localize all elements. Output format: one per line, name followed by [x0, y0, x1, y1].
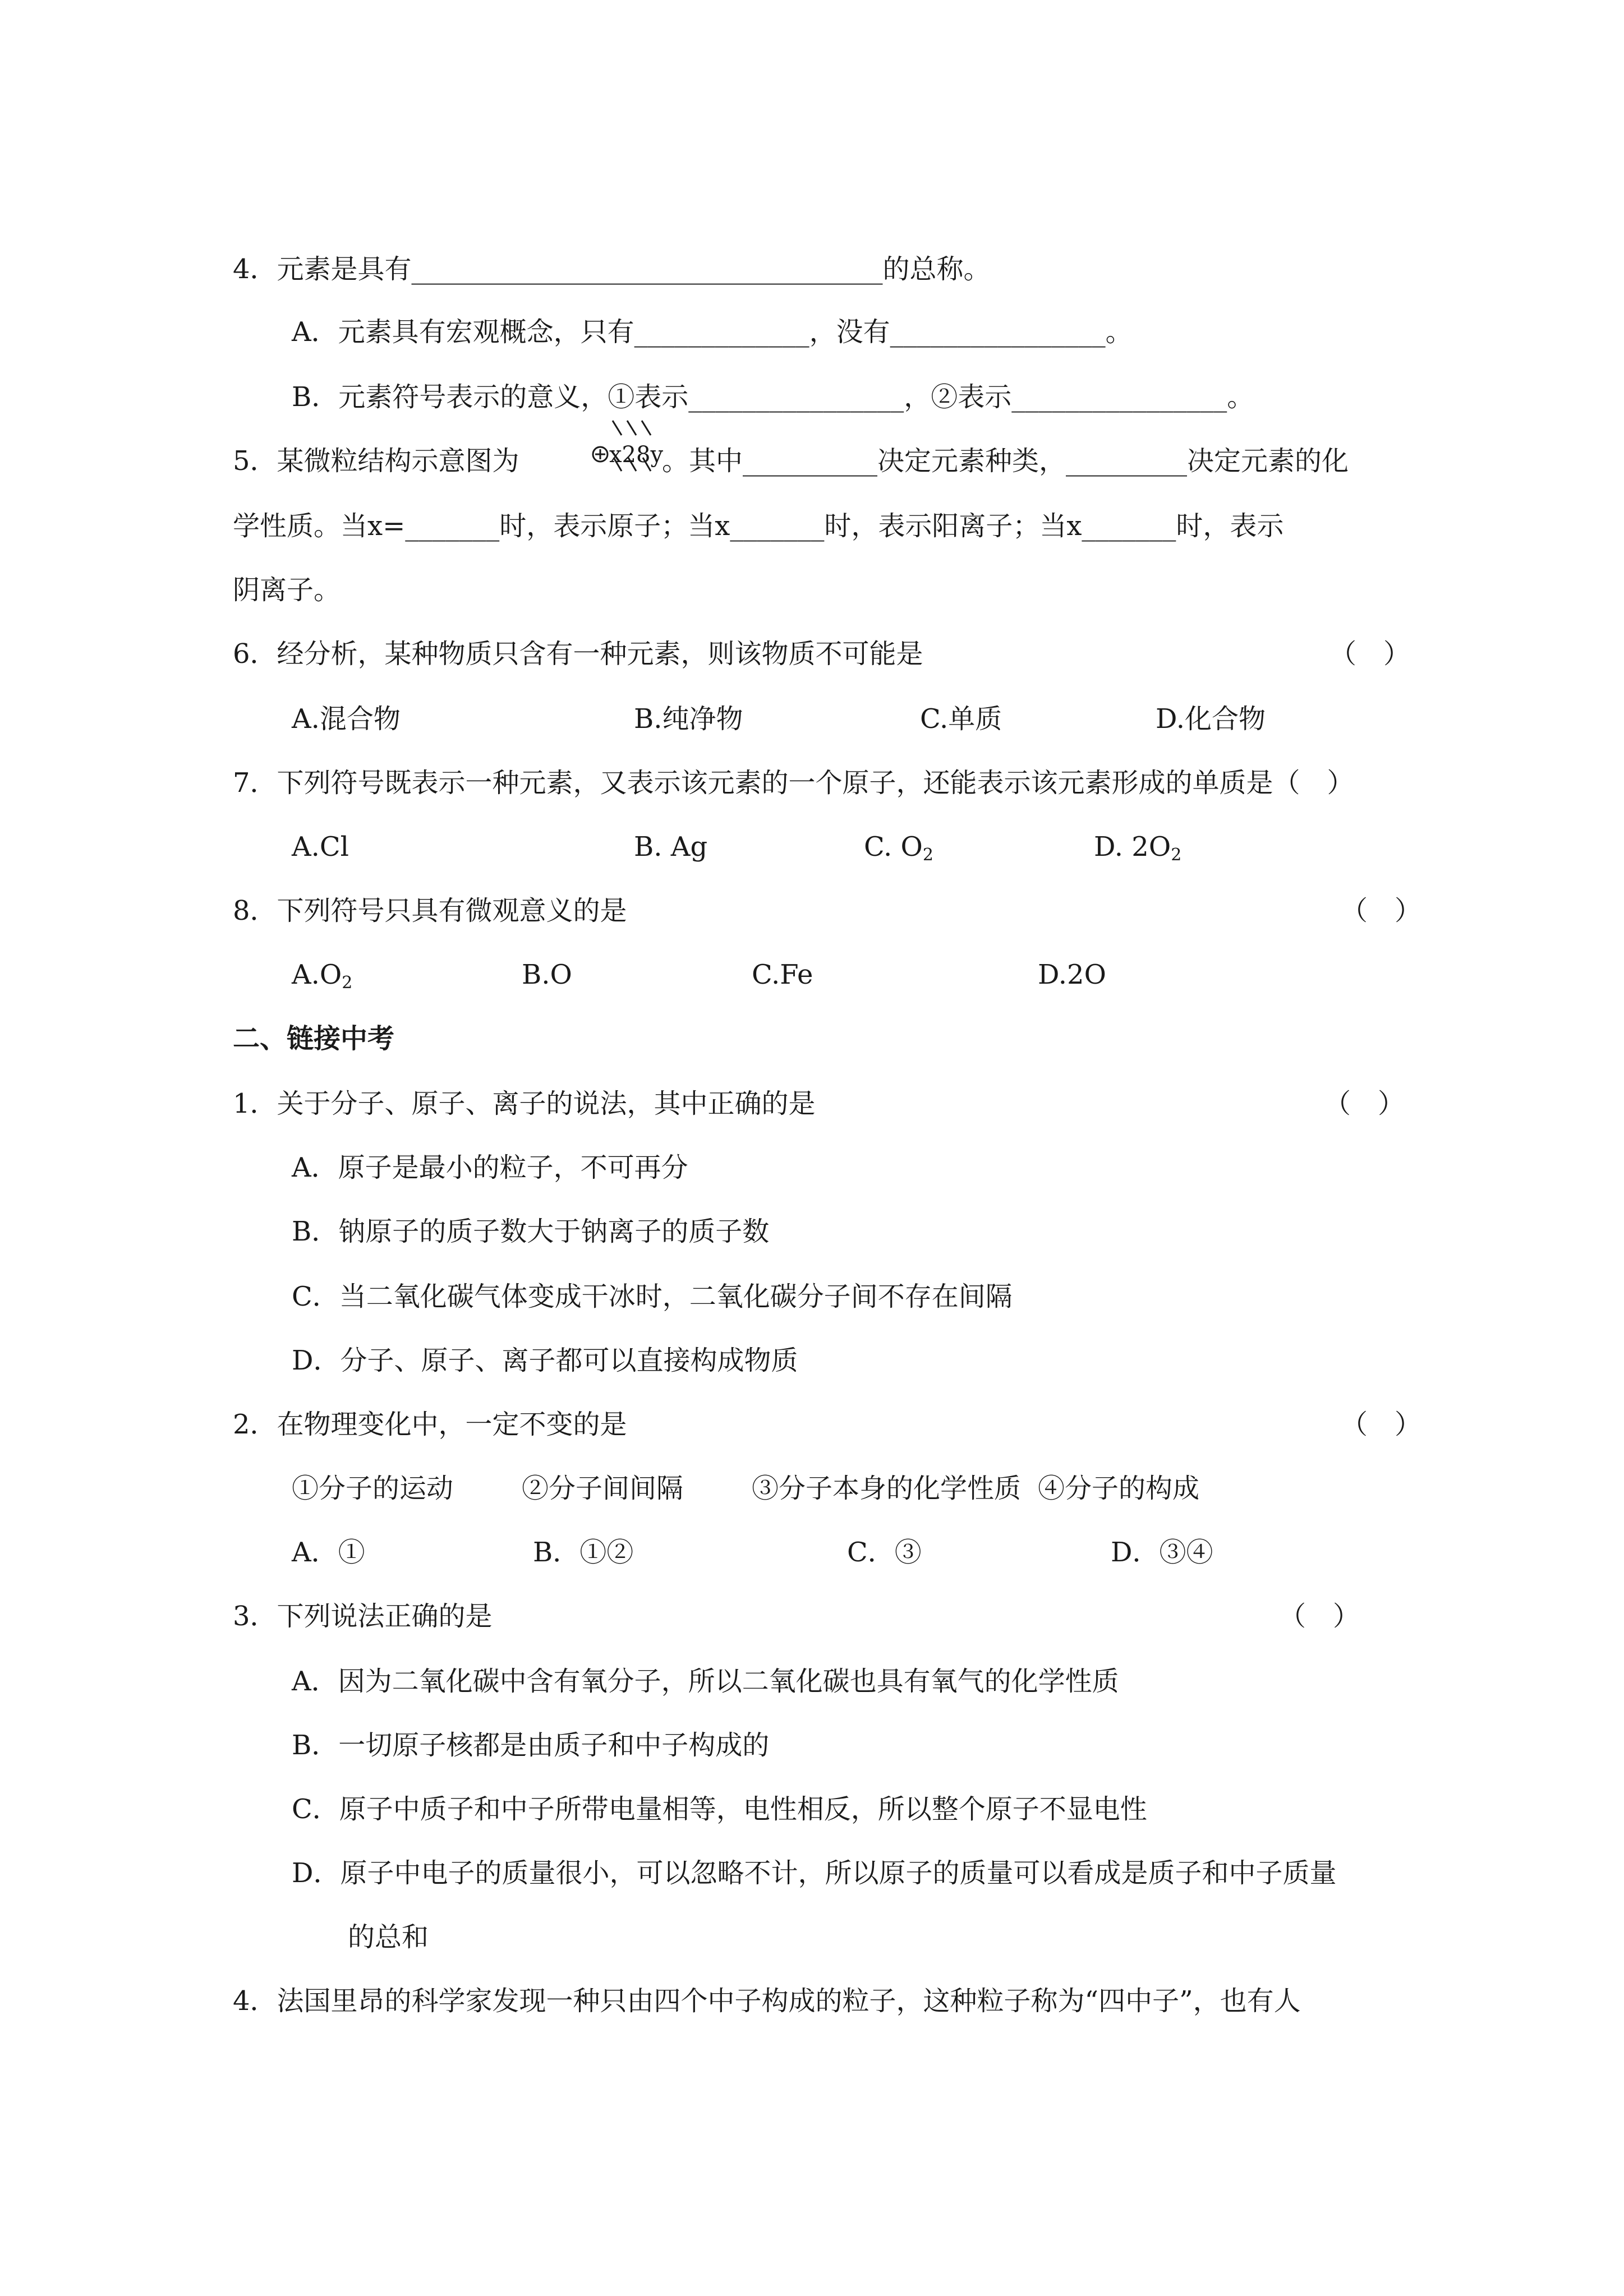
c3-stem: 3．下列说法正确的是 — [233, 1601, 493, 1632]
c2-option-a: A．① — [292, 1537, 365, 1568]
q4-option-b: B．元素符号表示的意义，①表示________________，②表示________________。 — [292, 381, 1254, 413]
q5-line2: 学性质。当x=_______时，表示原子；当x_______时，表示阳离子；当x_______时，表示 — [233, 510, 1284, 542]
c3-option-b: B．一切原子核都是由质子和中子构成的 — [292, 1730, 770, 1761]
c1-stem: 1．关于分子、原子、离子的说法，其中正确的是 — [233, 1088, 816, 1119]
q4-option-a: A．元素具有宏观概念，只有_____________，没有________________。 — [292, 316, 1133, 348]
c3-answer-paren: （ ） — [1279, 1601, 1360, 1632]
c2-item-2: ②分子间间隔 — [522, 1473, 684, 1504]
q5-line3: 阴离子。 — [233, 574, 341, 606]
q7-option-b: B. Ag — [634, 831, 708, 863]
q6-stem: 6．经分析，某种物质只含有一种元素，则该物质不可能是 — [233, 638, 923, 670]
c2-item-4: ④分子的构成 — [1038, 1473, 1200, 1504]
q5-stem-post: 。其中__________决定元素种类，_________决定元素的化 — [662, 445, 1349, 477]
c2-option-c: C．③ — [847, 1537, 922, 1568]
c2-option-b: B．①② — [533, 1537, 634, 1568]
c1-option-c: C．当二氧化碳气体变成干冰时，二氧化碳分子间不存在间隔 — [292, 1281, 1013, 1312]
q4-stem: 4．元素是具有___________________________________的总称。 — [233, 253, 991, 285]
q8-option-d: D.2O — [1038, 959, 1106, 990]
atomic-structure-diagram — [589, 415, 668, 477]
c1-option-d: D．分子、原子、离子都可以直接构成物质 — [292, 1345, 798, 1376]
q7-stem: 7．下列符号既表示一种元素，又表示该元素的一个原子，还能表示该元素形成的单质是（ ） — [233, 767, 1354, 799]
c3-option-c: C．原子中质子和中子所带电量相等，电性相反，所以整个原子不显电性 — [292, 1794, 1147, 1825]
c2-item-3: ③分子本身的化学性质 — [752, 1473, 1022, 1504]
q8-answer-paren: （ ） — [1341, 895, 1422, 926]
c3-option-d-cont: 的总和 — [348, 1921, 429, 1953]
c1-option-b: B．钠原子的质子数大于钠离子的质子数 — [292, 1216, 770, 1247]
q7-option-a: A.Cl — [292, 831, 349, 863]
c3-option-d: D．原子中电子的质量很小，可以忽略不计，所以原子的质量可以看成是质子和中子质量 — [292, 1857, 1337, 1889]
q8-option-b: B.O — [522, 959, 572, 990]
q6-option-a: A.混合物 — [292, 703, 401, 735]
diagram-label: x28y — [609, 442, 664, 468]
c4-stem: 4．法国里昂的科学家发现一种只由四个中子构成的粒子，这种粒子称为“四中子”，也有人 — [233, 1985, 1301, 2017]
q7-option-d: D. $2O_2$ — [1094, 831, 1182, 865]
c2-option-d: D．③④ — [1111, 1537, 1213, 1568]
section-title: 二、链接中考 — [233, 1023, 395, 1054]
q6-option-b: B.纯净物 — [634, 703, 743, 735]
q5-stem-pre: 5．某微粒结构示意图为 — [233, 445, 519, 477]
c1-option-a: A．原子是最小的粒子，不可再分 — [292, 1152, 688, 1183]
q6-answer-paren: （ ） — [1329, 638, 1411, 670]
q6-option-d: D.化合物 — [1156, 703, 1266, 735]
q6-option-c: C.单质 — [920, 703, 1002, 735]
c2-stem: 2．在物理变化中，一定不变的是 — [233, 1409, 627, 1440]
q7-option-c: C. $O_2$ — [864, 831, 933, 865]
q8-option-c: C.Fe — [752, 959, 813, 990]
q8-option-a: $A.O_2$ — [292, 959, 353, 993]
c2-answer-paren: （ ） — [1341, 1409, 1422, 1440]
c2-item-1: ①分子的运动 — [292, 1473, 454, 1504]
q8-stem: 8．下列符号只具有微观意义的是 — [233, 895, 627, 926]
c3-option-a: A．因为二氧化碳中含有氧分子，所以二氧化碳也具有氧气的化学性质 — [292, 1666, 1119, 1697]
c1-answer-paren: （ ） — [1324, 1088, 1405, 1119]
